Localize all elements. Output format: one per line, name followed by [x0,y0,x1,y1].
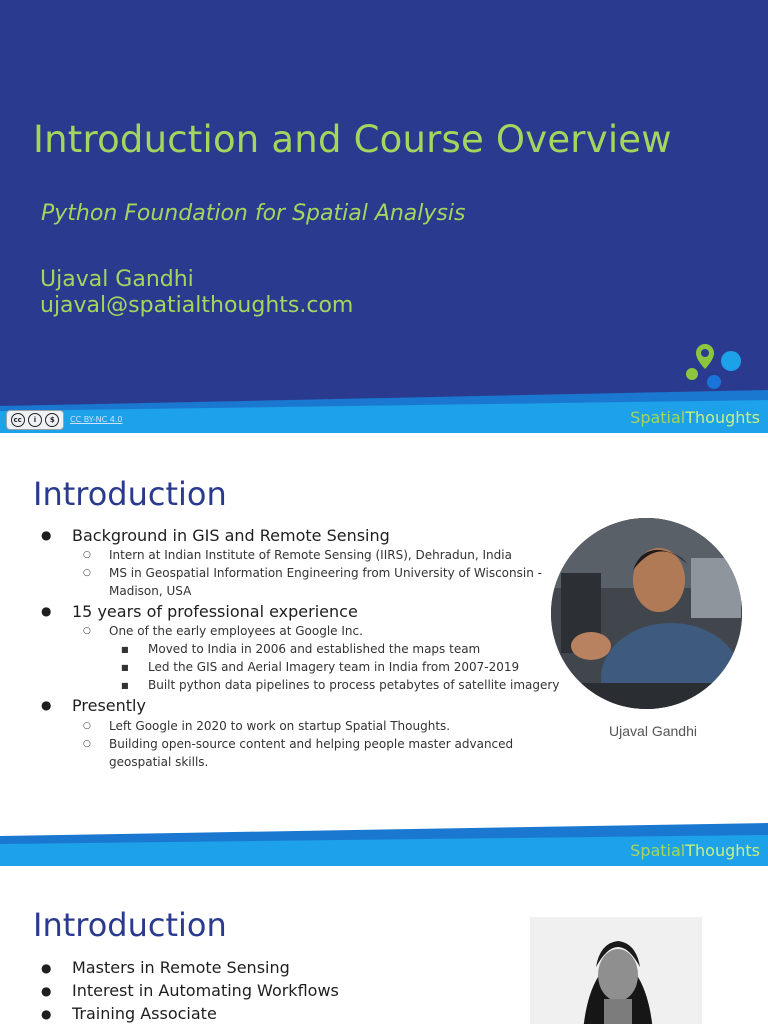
title-slide [0,0,768,433]
license-link[interactable]: CC BY-NC 4.0 [70,415,123,424]
by-icon: i [28,413,42,427]
slide-subtitle: Python Foundation for Spatial Analysis [41,201,466,226]
logo-dot-cyan [721,351,741,371]
bullet-item: Training Associate [72,1004,217,1023]
sub-bullet-item: Intern at Indian Institute of Remote Sensing (IIRS), Dehradun, India [109,548,512,562]
bullet-item: Presently [72,696,146,715]
brand-text-spatial: Spatial [630,841,686,860]
bullet-item: 15 years of professional experience [72,602,358,621]
sub-sub-bullet-marker: ■ [121,645,129,654]
brand-logo-text [630,841,760,860]
bullet-marker: ● [41,1007,52,1021]
brand-text-spatial: Spatial [630,408,686,427]
bullet-marker: ● [41,984,52,998]
sub-sub-bullet-marker: ■ [121,663,129,672]
author-email: ujaval@spatialthoughts.com [40,293,354,318]
bullet-marker: ● [41,698,52,712]
sub-bullet-marker: ○ [83,739,91,749]
photo-caption: Ujaval Gandhi [609,723,697,739]
slide-heading: Introduction [33,475,227,513]
author-name: Ujaval Gandhi [40,267,194,292]
slide-title: Introduction and Course Overview [33,118,672,161]
sub-bullet-item: MS in Geospatial Information Engineering from University of Wisconsin - [109,566,542,580]
sub-bullet-marker: ○ [83,721,91,731]
slide-heading: Introduction [33,906,227,944]
sub-sub-bullet-marker: ■ [121,681,129,690]
intro-slide-ujaval [0,433,768,866]
bullet-marker: ● [41,961,52,975]
sub-bullet-item: One of the early employees at Google Inc. [109,624,363,638]
profile-photo [551,518,742,709]
sub-bullet-marker: ○ [83,550,91,560]
sub-sub-bullet-item: Moved to India in 2006 and established the maps team [148,642,481,656]
profile-photo [530,917,702,1024]
bullet-item: Background in GIS and Remote Sensing [72,526,390,545]
sub-bullet-marker: ○ [83,568,91,578]
brand-text-thoughts: Thoughts [685,841,760,860]
sub-bullet-marker: ○ [83,626,91,636]
cc-license-badge[interactable] [6,410,64,430]
bullet-marker: ● [41,528,52,542]
bullet-item: Masters in Remote Sensing [72,958,290,977]
brand-text-thoughts: Thoughts [685,408,760,427]
sub-sub-bullet-item: Led the GIS and Aerial Imagery team in India from 2007-2019 [148,660,520,674]
bullet-marker: ● [41,604,52,618]
sub-bullet-continuation: Madison, USA [109,584,192,598]
intro-slide-2 [0,866,768,1024]
sub-bullet-item: Left Google in 2020 to work on startup Spatial Thoughts. [109,719,451,733]
sub-sub-bullet-item: Built python data pipelines to process petabytes of satellite imagery [148,678,560,692]
bullet-item: Interest in Automating Workflows [72,981,339,1000]
nc-icon: $ [45,413,59,427]
sub-bullet-item: Building open-source content and helping people master advanced [109,737,514,751]
cc-icon: cc [11,413,25,427]
brand-logo-text [630,408,760,427]
sub-bullet-continuation: geospatial skills. [109,755,209,769]
